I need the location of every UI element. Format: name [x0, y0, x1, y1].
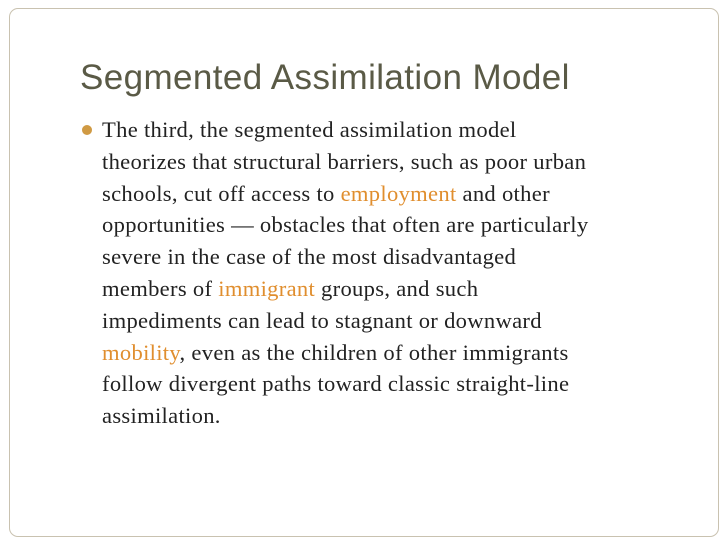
text-segment: members of — [102, 275, 219, 301]
text-segment: assimilation. — [102, 403, 221, 429]
text-line — [102, 178, 700, 210]
text-segment: theorizes that structural barriers, such as poor urban — [102, 148, 587, 174]
text-line — [102, 209, 700, 241]
text-line — [102, 273, 700, 305]
slide-title: Segmented Assimilation Model — [80, 58, 570, 97]
text-segment: severe in the case of the most disadvantaged — [102, 244, 517, 270]
text-line — [102, 305, 700, 337]
text-segment: impediments can lead to stagnant or downward — [102, 307, 542, 333]
bullet-dot-icon — [82, 125, 92, 135]
text-segment: follow divergent paths toward classic straight-line — [102, 371, 570, 397]
highlighted-term: immigrant — [218, 275, 316, 301]
text-segment: opportunities — obstacles that often are particularly — [102, 212, 589, 238]
text-line — [102, 400, 700, 432]
text-line — [102, 337, 700, 369]
text-segment: groups, and such — [315, 275, 479, 301]
bullet-item — [80, 114, 700, 432]
text-segment: The third, the segmented assimilation model — [102, 117, 517, 142]
text-line — [102, 114, 700, 146]
highlighted-term: mobility — [102, 339, 180, 365]
slide-body — [80, 114, 700, 432]
text-segment: schools, cut off access to — [102, 180, 341, 206]
text-line — [102, 241, 700, 273]
text-line — [102, 368, 700, 400]
text-line — [102, 146, 700, 178]
highlighted-term: employment — [340, 180, 457, 206]
text-segment: , even as the children of other immigrants — [179, 339, 569, 365]
text-segment: and other — [456, 180, 550, 206]
bullet-text — [102, 114, 700, 432]
